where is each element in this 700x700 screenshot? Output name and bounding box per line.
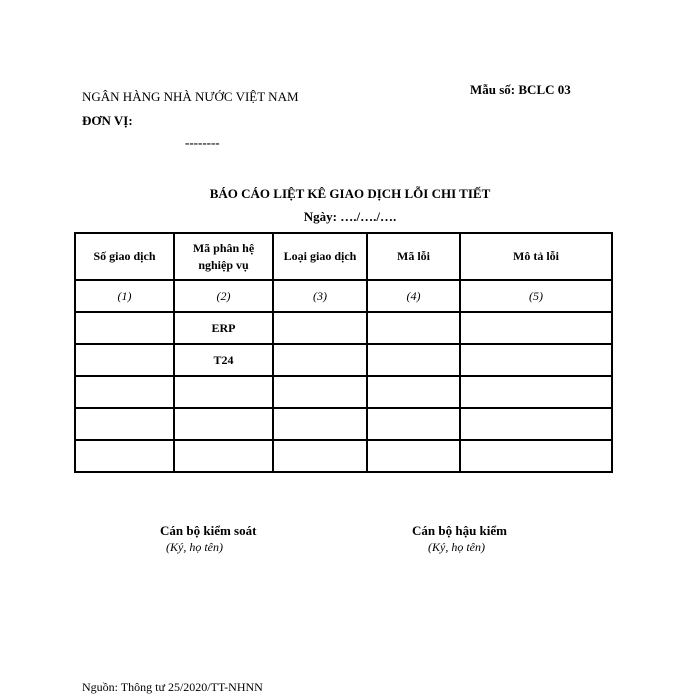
table-cell <box>75 376 174 408</box>
table-cell <box>75 312 174 344</box>
table-cell <box>273 312 367 344</box>
column-number: (2) <box>174 280 273 312</box>
organization-name: NGÂN HÀNG NHÀ NƯỚC VIỆT NAM <box>82 89 299 104</box>
table-cell <box>460 440 612 472</box>
table-cell <box>174 440 273 472</box>
header-transaction-type: Loại giao dịch <box>273 233 367 280</box>
table-cell <box>367 440 460 472</box>
header-module-code: Mã phân hệ nghiệp vụ <box>174 233 273 280</box>
column-number: (4) <box>367 280 460 312</box>
column-number: (1) <box>75 280 174 312</box>
table-cell <box>460 344 612 376</box>
column-number: (3) <box>273 280 367 312</box>
unit-label: ĐƠN VỊ: <box>82 113 133 128</box>
table-cell: ERP <box>174 312 273 344</box>
header-transaction-number: Số giao dịch <box>75 233 174 280</box>
header-error-description: Mô tả lỗi <box>460 233 612 280</box>
form-number: Mẫu số: BCLC 03 <box>470 82 571 97</box>
signature-title-auditor: Cán bộ hậu kiểm <box>412 523 507 538</box>
table-cell <box>273 440 367 472</box>
unit-line: -------- <box>185 135 220 150</box>
table-cell <box>75 344 174 376</box>
table-cell <box>75 408 174 440</box>
table-cell <box>174 408 273 440</box>
table-row <box>75 408 612 440</box>
table-cell <box>367 408 460 440</box>
table-cell <box>273 344 367 376</box>
column-number: (5) <box>460 280 612 312</box>
table-cell <box>273 376 367 408</box>
table-row <box>75 312 612 344</box>
table-header-row <box>75 233 612 280</box>
report-date: Ngày: …./…./…. <box>303 209 397 224</box>
signature-title-controller: Cán bộ kiểm soát <box>160 523 257 538</box>
table-cell <box>273 408 367 440</box>
table-row <box>75 440 612 472</box>
table-cell <box>75 440 174 472</box>
signature-note-controller: (Ký, họ tên) <box>166 540 223 554</box>
source-note: Nguồn: Thông tư 25/2020/TT-NHNN <box>82 680 263 694</box>
table-cell: T24 <box>174 344 273 376</box>
table-cell <box>367 312 460 344</box>
table-cell <box>460 408 612 440</box>
table-cell <box>367 344 460 376</box>
table-cell <box>174 376 273 408</box>
table-row <box>75 344 612 376</box>
column-number-row <box>75 280 612 312</box>
report-title: BÁO CÁO LIỆT KÊ GIAO DỊCH LỖI CHI TIẾT <box>209 186 491 201</box>
table-row <box>75 376 612 408</box>
report-table <box>74 232 613 473</box>
signature-note-auditor: (Ký, họ tên) <box>428 540 485 554</box>
table-cell <box>460 376 612 408</box>
table-cell <box>460 312 612 344</box>
table-cell <box>367 376 460 408</box>
header-error-code: Mã lỗi <box>367 233 460 280</box>
